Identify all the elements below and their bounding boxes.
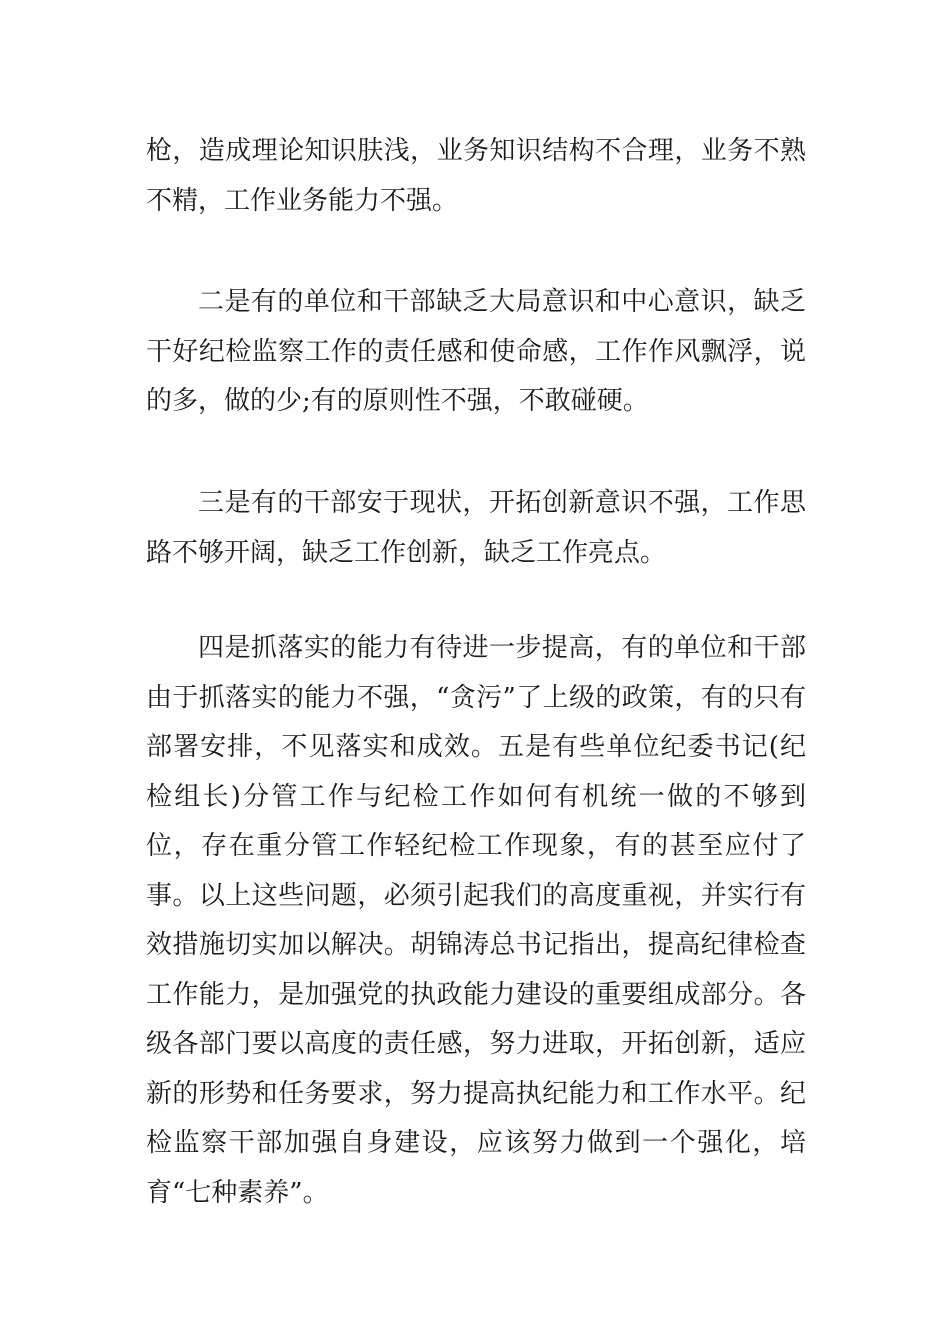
paragraph-point-two: 二是有的单位和干部缺乏大局意识和中心意识，缺乏干好纪检监察工作的责任感和使命感，工作作风飘浮，说的多，做的少;有的原则性不强，不敢碰硬。: [146, 287, 806, 416]
paragraph-point-three: 三是有的干部安于现状，开拓创新意识不强，工作思路不够开阔，缺乏工作创新，缺乏工作亮点。: [146, 488, 806, 568]
paragraph-point-four: 四是抓落实的能力有待进一步提高，有的单位和干部由于抓落实的能力不强，“贪污”了上级的政策，有的只有部署安排，不见落实和成效。五是有些单位纪委书记(纪检组长)分管工作与纪检工作如何有机统一做的不够到位，存在重分管工作轻纪检工作现象，有的甚至应付了事。以上这些问题，必须引起我们的高度重视，并实行有效措施切实加以解决。胡锦涛总书记指出，提高纪律检查工作能力，是加强党的执政能力建设的重要组成部分。各级各部门要以高度的责任感，努力进取，开拓创新，适应新的形势和任务要求，努力提高执纪能力和工作水平。纪检监察干部加强自身建设，应该努力做到一个强化，培育“七种素养”。: [146, 633, 806, 1208]
paragraph-continuation: 枪，造成理论知识肤浅，业务知识结构不合理，业务不熟不精，工作业务能力不强。: [146, 136, 806, 216]
